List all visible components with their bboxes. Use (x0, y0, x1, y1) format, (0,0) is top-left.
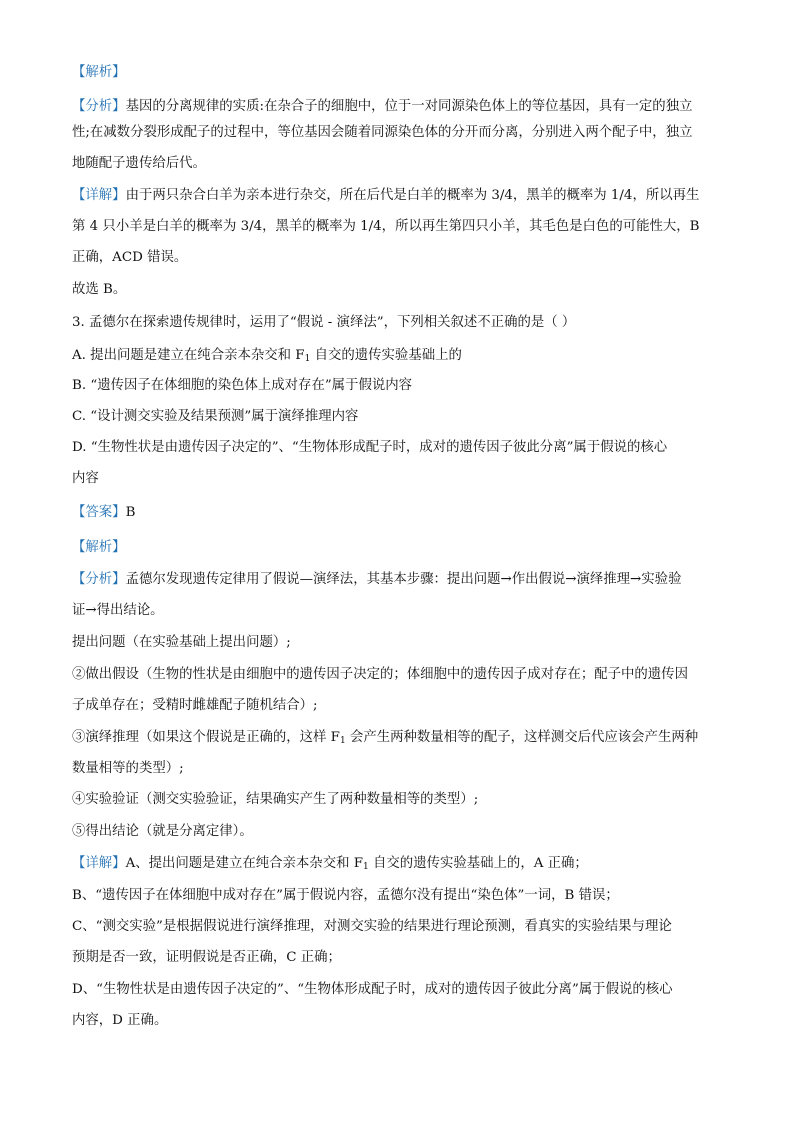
line-text: 基因的分离规律的实质:在杂合子的细胞中，位于一对同源染色体上的等位基因，具有一定的独立 (125, 99, 693, 114)
text-line (72, 1012, 167, 1030)
text-line (72, 887, 619, 905)
line-text: 第 4 只小羊是白羊的概率为 3/4，黑羊的概率为 1/4，所以再生第四只小羊，其毛色是白色的可能性大，B (72, 219, 700, 234)
line-text: 提出问题（在实验基础上提出问题）; (72, 635, 291, 650)
line-text: ④实验验证（测交实验验证，结果确实产生了两种数量相等的类型）; (72, 792, 479, 807)
text-line (72, 249, 187, 267)
section-tag: 【答案】 (72, 505, 126, 520)
text-line (72, 155, 206, 173)
line-text: B (125, 505, 136, 520)
subscript: 1 (363, 862, 369, 872)
line-text: 自交的遗传实验基础上的，A 正确； (368, 856, 588, 871)
line-text: B. “遗传因子在体细胞的染色体上成对存在”属于假说内容 (72, 378, 413, 393)
text-line (72, 918, 672, 936)
line-text: C. “设计测交实验及结果预测”属于演绎推理内容 (72, 409, 359, 424)
text-line (72, 571, 681, 589)
line-text: A、提出问题是建立在纯合亲本杂交和 F (125, 856, 364, 871)
line-text: A. 提出问题是建立在纯合亲本杂交和 F (72, 348, 305, 363)
section-tag: 【详解】 (72, 188, 126, 203)
subscript: 1 (304, 354, 311, 364)
text-line (72, 347, 462, 365)
line-text: 预期是否一致，证明假说是否正确，C 正确； (72, 950, 341, 965)
line-text: 地随配子遗传给后代。 (72, 156, 206, 171)
text-line (72, 218, 700, 236)
line-text: B、“遗传因子在体细胞中成对存在”属于假说内容，孟德尔没有提出“染色体”一词，B 错误； (72, 888, 619, 903)
line-text: 数量相等的类型）; (72, 761, 184, 776)
text-line (72, 602, 164, 620)
text-line (72, 64, 126, 82)
text-line (72, 439, 667, 457)
text-line (72, 666, 688, 684)
line-text: 内容 (72, 471, 99, 486)
section-tag: 【分析】 (72, 572, 126, 587)
text-line (72, 408, 358, 426)
text-line (72, 124, 692, 142)
line-text: 3. 孟德尔在探索遗传规律时，运用了“假说 - 演绎法”，下列相关叙述不正确的是（ ） (72, 315, 576, 330)
line-text: 性;在减数分裂形成配子的过程中，等位基因会随着同源染色体的分开而分离，分别进入两个配子中，独立 (72, 125, 693, 140)
line-text: 子成单存在；受精时雌雄配子随机结合）; (72, 698, 318, 713)
line-text: ⑤得出结论（就是分离定律）。 (72, 824, 253, 839)
text-line (72, 98, 692, 116)
line-text: 内容，D 正确。 (72, 1013, 168, 1028)
section-tag: 【分析】 (72, 99, 126, 114)
section-tag: 【解析】 (72, 540, 126, 555)
line-text: D、“生物性状是由遗传因子决定的”、“生物体形成配子时，成对的遗传因子彼此分离”属于假说的核心 (72, 982, 673, 997)
text-line (72, 504, 135, 522)
line-text: 孟德尔发现遗传定律用了假说—演绎法，其基本步骤：提出问题→作出假说→演绎推理→实验验 (125, 572, 682, 587)
text-line (72, 855, 588, 873)
text-line (72, 470, 99, 488)
text-line (72, 697, 318, 715)
section-tag: 【解析】 (72, 65, 126, 80)
line-text: 自交的遗传实验基础上的 (310, 348, 462, 363)
text-line (72, 823, 253, 841)
text-line (72, 377, 412, 395)
text-line (72, 760, 184, 778)
text-line (72, 981, 673, 999)
line-text: ③演绎推理（如果这个假说是正确的，这样 F (72, 730, 340, 745)
line-text: 会产生两种数量相等的配子，这样测交后代应该会产生两种 (345, 730, 699, 745)
line-text: 故选 B。 (72, 282, 127, 297)
text-line (72, 791, 478, 809)
line-text: C、“测交实验”是根据假说进行演绎推理，对测交实验的结果进行理论预测，看真实的实验结果与理论 (72, 919, 672, 934)
line-text: ②做出假设（生物的性状是由细胞中的遗传因子决定的；体细胞中的遗传因子成对存在；配子中的遗传因 (72, 667, 688, 682)
text-line (72, 539, 126, 557)
line-text: D. “生物性状是由遗传因子决定的”、“生物体形成配子时，成对的遗传因子彼此分离”属于假说的核心 (72, 440, 668, 455)
subscript: 1 (339, 736, 346, 746)
text-line (72, 729, 698, 747)
text-line (72, 949, 341, 967)
text-line (72, 281, 126, 299)
section-tag: 【详解】 (72, 856, 126, 871)
text-line (72, 187, 699, 205)
text-line (72, 314, 575, 332)
line-text: 由于两只杂合白羊为亲本进行杂交，所在后代是白羊的概率为 3/4，黑羊的概率为 1/4，所以再生 (125, 188, 700, 203)
line-text: 正确，ACD 错误。 (72, 250, 188, 265)
line-text: 证→得出结论。 (72, 603, 164, 618)
text-line (72, 634, 291, 652)
